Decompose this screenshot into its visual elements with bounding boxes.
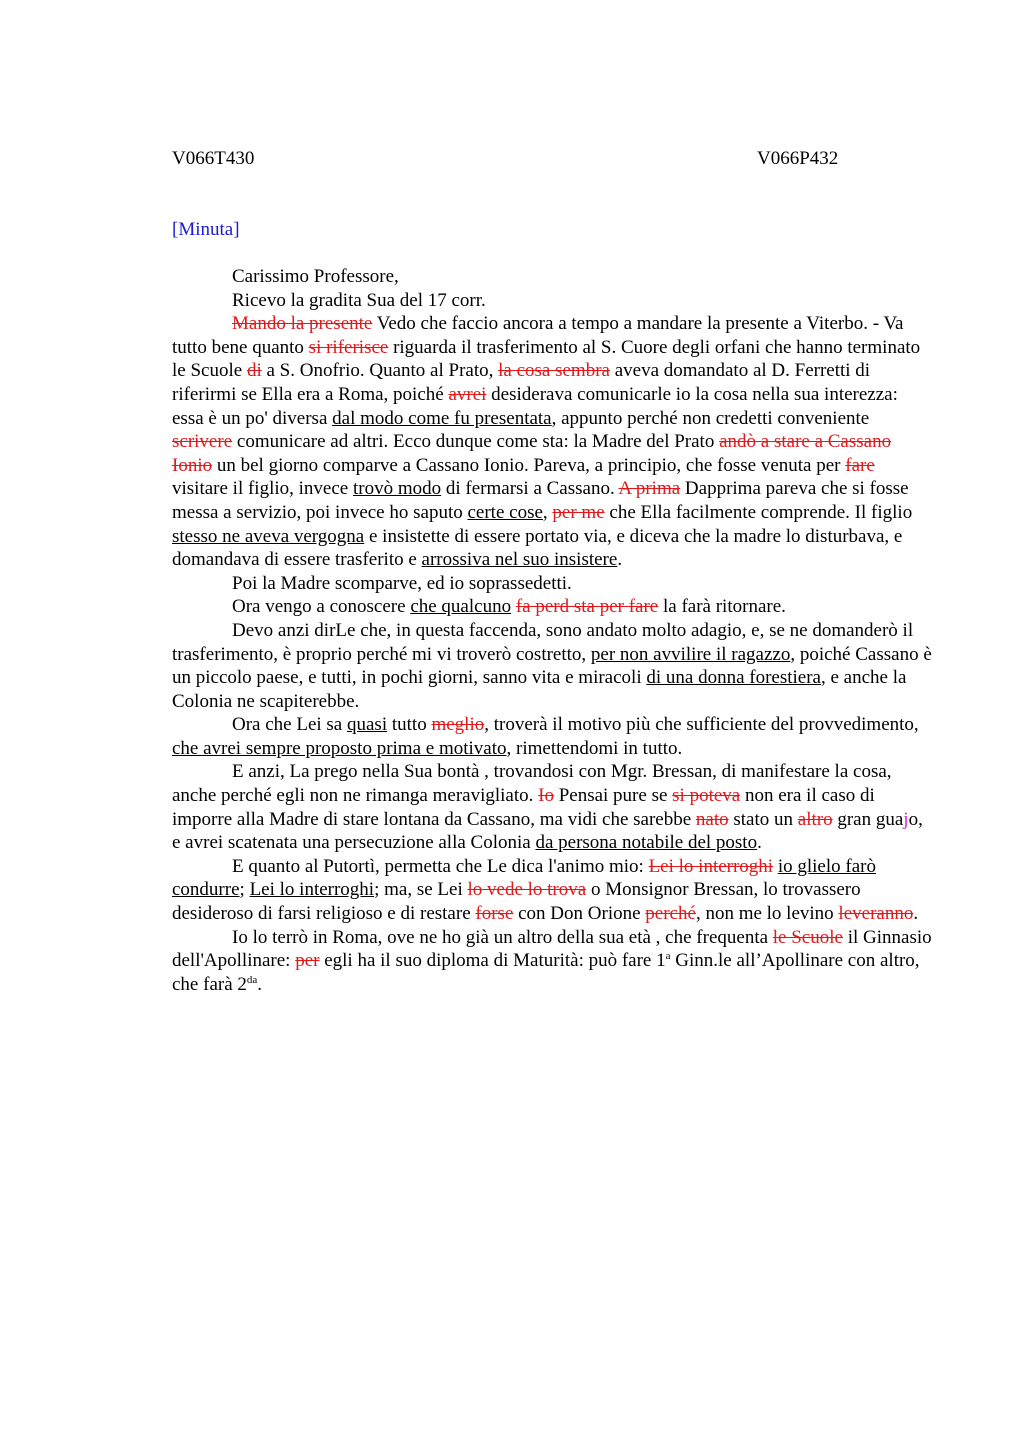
text: , appunto perché non credetti conveniente — [551, 407, 870, 429]
underlined: arrossiva nel suo insistere — [421, 549, 618, 571]
text: , troverà il motivo più che sufficiente del provvedimento, — [484, 714, 919, 736]
text: egli ha il suo diploma di Maturità: può fare 1 — [319, 950, 666, 972]
underlined: dal modo come fu presentata — [332, 407, 552, 429]
paragraph-7 — [172, 855, 934, 926]
deletion: per me — [552, 501, 605, 523]
document-code-right: V066P432 — [757, 148, 839, 169]
deletion: meglio — [431, 714, 485, 736]
text: a S. Onofrio. Quanto al Prato, — [261, 360, 499, 382]
underlined: da persona notabile del posto — [535, 832, 758, 854]
paragraph-3 — [172, 595, 934, 619]
text: Ora vengo a conoscere — [232, 596, 411, 618]
text: E quanto al Putortì, permetta che Le dica l'animo mio: — [232, 855, 649, 877]
deletion: Io — [538, 785, 554, 807]
text: . — [257, 973, 263, 995]
deletion: le Scuole — [772, 926, 843, 948]
deletion: si poteva — [672, 785, 741, 807]
text: non era il caso di imporre alla Madre di stare lontana da Cassano, ma vidi che sarebbe — [172, 785, 875, 830]
deletion: forse — [475, 903, 514, 925]
underlined: certe cose — [467, 501, 543, 523]
underlined: di una donna forestiera — [646, 667, 821, 689]
text: ; — [239, 879, 250, 901]
paragraph-8 — [172, 926, 934, 997]
deletion: avrei — [448, 383, 487, 405]
text: Io lo terrò in Roma, ove ne ho già un altro della sua età , che frequenta — [232, 926, 773, 948]
text: riguarda il trasferimento al S. Cuore degli orfani che hanno terminato le Scuole — [172, 336, 921, 382]
text: Ora che Lei sa — [232, 714, 347, 736]
text: comunicare ad altri. Ecco dunque come sta: la Madre del Prato — [232, 431, 720, 453]
text: , — [542, 501, 553, 523]
paragraph-1 — [172, 312, 934, 572]
text: . — [617, 549, 623, 571]
text: desiderava comunicarle io la cosa nella sua interezza: essa è un po' diversa — [172, 383, 898, 429]
text: Devo anzi dirLe che, in questa faccenda, sono andato molto adagio, e, se ne domanderò il trasferimento, è proprio perché mi vi troverò costretto, — [172, 619, 914, 665]
underlined: per non avvilire il ragazzo — [590, 643, 791, 665]
text: ; ma, se Lei — [374, 879, 468, 901]
deletion: perché — [645, 903, 696, 925]
text: tutto — [387, 714, 432, 736]
text: che Ella facilmente comprende. Il figlio — [604, 501, 913, 523]
text: , rimettendomi in tutto. — [506, 737, 683, 759]
paragraph-2: Poi la Madre scomparve, ed io soprassedetti. — [232, 572, 572, 594]
text: la farà ritornare. — [658, 596, 786, 618]
text: un bel giorno comparve a Cassano Ionio. Pareva, a principio, che fosse venuta per — [212, 454, 846, 476]
deletion: nato — [695, 808, 729, 830]
text: e insistette di essere portato via, e diceva che la madre lo disturbava, e domandava di essere trasferito e — [172, 525, 903, 571]
text: con Don Orione — [513, 903, 646, 925]
text: di fermarsi a Cassano. — [441, 478, 619, 500]
deletion: A prima — [618, 478, 681, 500]
received-line: Ricevo la gradita Sua del 17 corr. — [232, 289, 486, 311]
superscript: a — [665, 950, 671, 963]
paragraph-4 — [172, 619, 934, 713]
salutation: Carissimo Professore, — [232, 266, 399, 287]
deletion: per — [295, 950, 320, 972]
inserted-letter: j — [903, 808, 909, 830]
text: Pensai pure se — [553, 785, 673, 807]
deletion: si riferisce — [308, 336, 389, 358]
text: . — [913, 903, 919, 925]
deletion: altro — [797, 808, 833, 830]
text: Vedo che faccio ancora a tempo a mandare la presente a Viterbo. - Va tutto bene quanto — [172, 313, 904, 358]
underlined: io glielo farò condurre — [172, 855, 876, 901]
text: o, e avrei scatenata una persecuzione alla Colonia — [172, 808, 923, 854]
underlined: quasi — [347, 714, 388, 736]
text: gran gua — [832, 808, 904, 830]
underlined: che qualcuno — [410, 596, 512, 618]
underlined: che avrei sempre proposto prima e motivato — [172, 737, 507, 759]
deletion: andò a stare a Cassano Ionio — [172, 431, 892, 476]
text: visitare il figlio, invece — [172, 478, 353, 500]
deletion: Lei lo interroghi — [648, 855, 774, 877]
underlined: stesso ne aveva vergogna — [172, 525, 365, 547]
minuta-label: [Minuta] — [172, 219, 240, 240]
underlined: Lei lo interroghi — [249, 879, 375, 901]
text: il Ginnasio dell'Apollinare: — [172, 926, 932, 972]
text: , non me lo levino — [695, 903, 839, 925]
underlined: trovò modo — [352, 478, 442, 500]
deletion: fa perd sta per fare — [515, 596, 659, 618]
deletion: fare — [845, 454, 875, 476]
deletion: Mando la presente — [232, 313, 373, 335]
deletion: lo vede lo trova — [467, 879, 587, 901]
document-code-left: V066T430 — [172, 148, 255, 169]
text: , e anche la Colonia ne scapiterebbe. — [172, 667, 907, 712]
paragraph-6 — [172, 760, 934, 854]
text: stato un — [728, 808, 798, 830]
deletion: la cosa sembra — [498, 360, 610, 382]
text: o Monsignor Bressan, lo trovassero desideroso di farsi religioso e di restare — [172, 879, 861, 925]
deletion: di — [246, 360, 262, 382]
deletion: scrivere — [172, 431, 233, 453]
text: aveva domandato al D. Ferretti di riferirmi se Ella era a Roma, poiché — [172, 360, 871, 405]
superscript: da — [246, 973, 258, 986]
paragraph-5 — [172, 713, 934, 760]
text: E anzi, La prego nella Sua bontà , trovandosi con Mgr. Bressan, di manifestare la cosa, anche perché egli non ne rimanga meravigliato. — [172, 761, 892, 807]
text: , poiché Cassano è un piccolo paese, e tutti, in pochi giorni, sanno vita e miracoli — [172, 643, 932, 689]
text: Dapprima pareva che si fosse messa a servizio, poi invece ho saputo — [172, 478, 909, 523]
letter-body — [172, 265, 934, 996]
text: Ginn.le all’Apollinare con altro, che farà 2 — [172, 950, 920, 995]
deletion: leveranno — [838, 903, 914, 925]
text: . — [757, 832, 762, 854]
